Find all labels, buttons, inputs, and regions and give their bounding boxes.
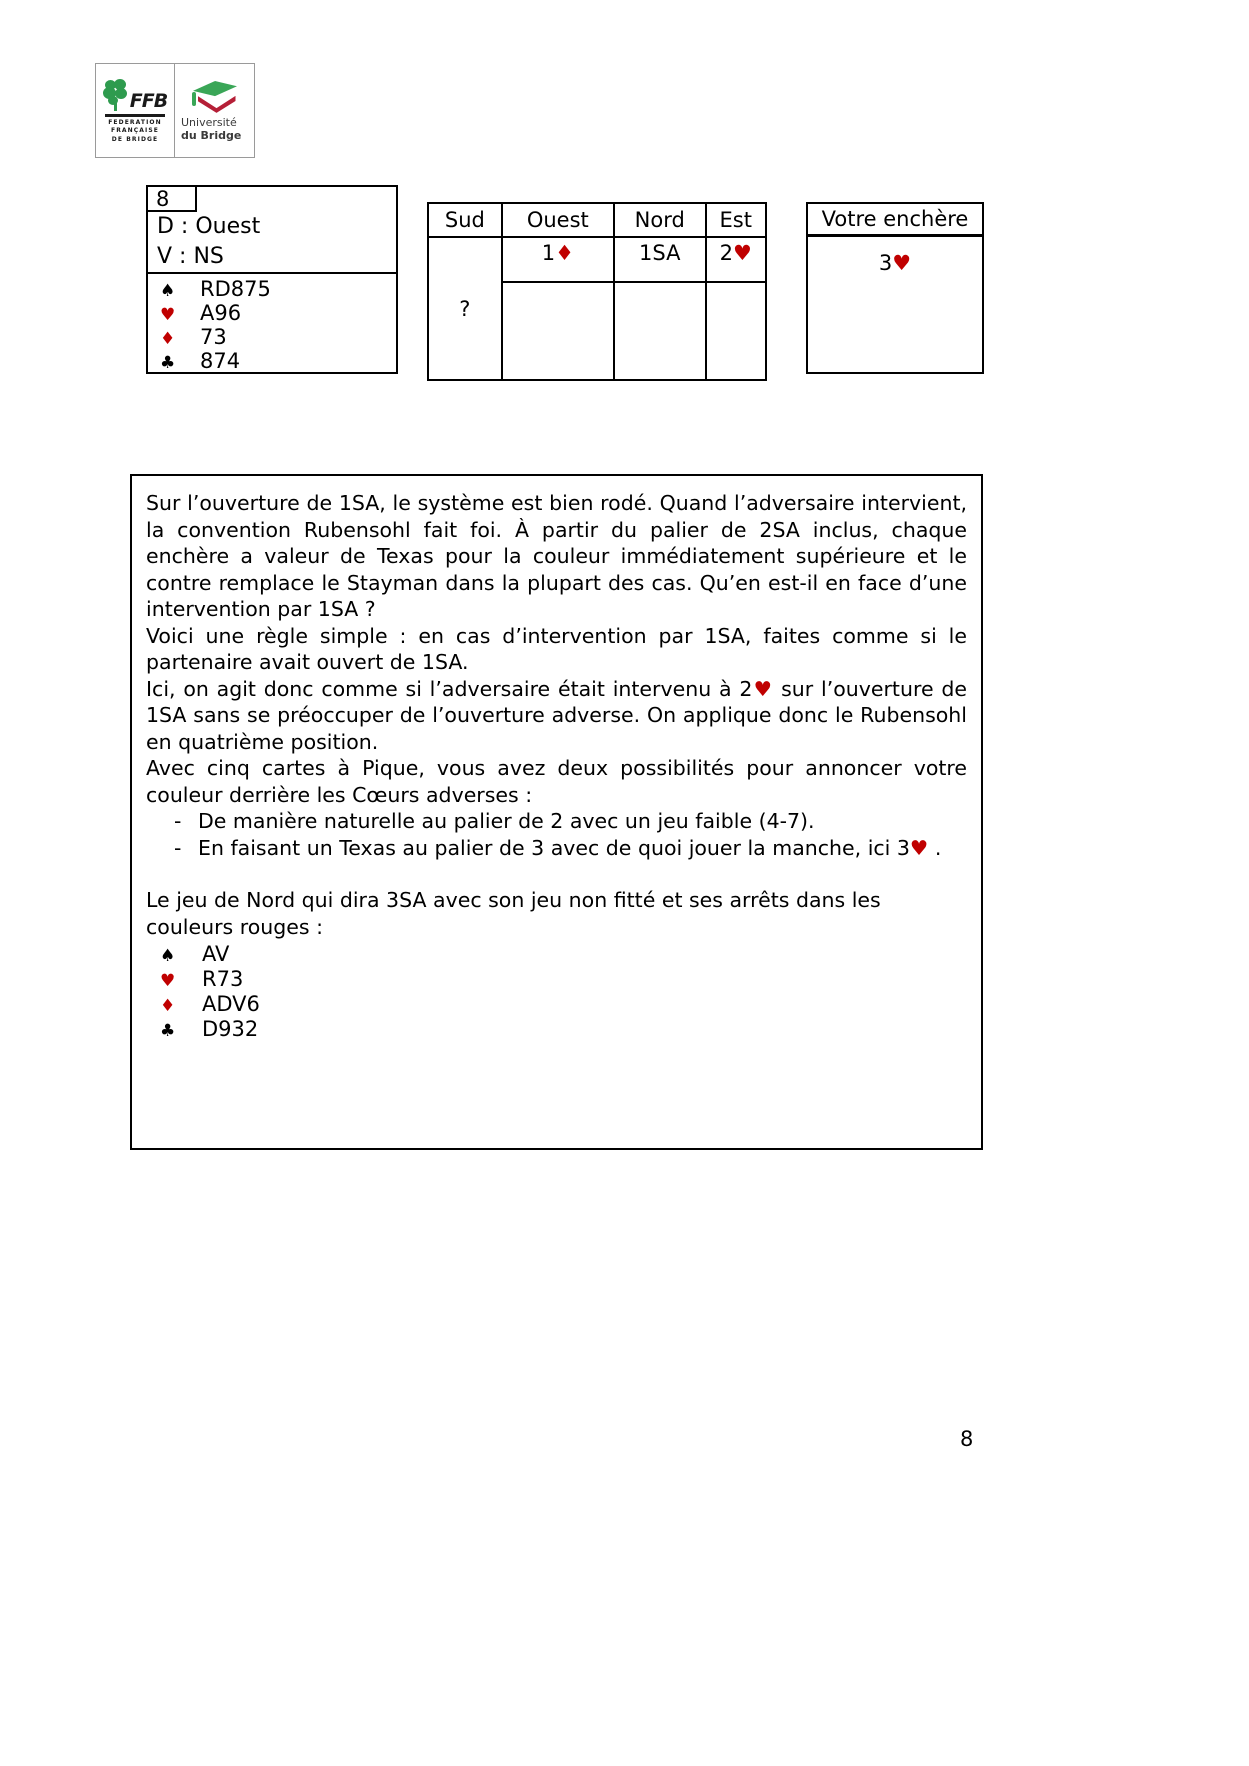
ffb-logo xyxy=(96,64,175,157)
bullet-dash: - xyxy=(174,835,182,860)
ffb-acronym: FFB xyxy=(129,90,168,113)
north-suit-row-heart xyxy=(146,967,967,992)
explanation-paragraph-2: Voici une règle simple : en cas d’intervention par 1SA, faites comme si le partenaire avait ouvert de 1SA. xyxy=(146,623,967,674)
explanation-paragraph-4: Avec cinq cartes à Pique, vous avez deux possibilités pour annoncer votre couleur derrière les Cœurs adverses : xyxy=(146,756,967,807)
hand-diamond-cards: 73 xyxy=(200,325,227,349)
page-number: 8 xyxy=(960,1427,974,1451)
auction-sud-question: ? xyxy=(428,237,502,380)
hand-number-badge: 8 xyxy=(146,185,197,212)
list-item xyxy=(146,808,967,835)
ffb-subtitle-line2: FRANÇAISE xyxy=(111,127,159,135)
auction-header-row xyxy=(428,203,766,237)
hand-suit-row-spade xyxy=(160,277,396,301)
diamond-icon: ♦ xyxy=(160,996,176,1016)
hand-spade-cards: RD875 xyxy=(200,277,271,301)
hand-club-cards: 874 xyxy=(200,349,241,373)
heart-icon: ♥ xyxy=(733,241,752,265)
universite-line1: Université xyxy=(181,115,237,129)
auction-bid-est-level: 2 xyxy=(719,241,734,265)
north-heart-cards: R73 xyxy=(202,967,244,991)
list-item xyxy=(146,835,967,862)
auction-header-nord: Nord xyxy=(614,203,706,237)
explanation-paragraph-5: Le jeu de Nord qui dira 3SA avec son jeu non fitté et ses arrêts dans les couleurs rouges : xyxy=(146,888,881,939)
explanation-paragraph-3 xyxy=(146,676,967,756)
bullet-dash: - xyxy=(174,809,182,833)
diamond-icon: ♦ xyxy=(160,329,176,349)
auction-header-sud: Sud xyxy=(428,203,502,237)
club-icon: ♣ xyxy=(160,353,176,373)
auction-bid-nord: 1SA xyxy=(614,237,706,282)
auction-empty-ouest xyxy=(502,282,614,380)
your-bid-level: 3 xyxy=(878,251,893,275)
universite-line2: du Bridge xyxy=(181,128,242,142)
auction-empty-nord xyxy=(614,282,706,380)
bullet-text-2-part1: En faisant un Texas au palier de 3 avec de quoi jouer la manche, ici 3 xyxy=(198,835,910,860)
ffb-subtitle xyxy=(108,119,162,143)
north-spade-cards: AV xyxy=(202,942,230,966)
tree-icon xyxy=(103,79,129,111)
heart-icon: ♥ xyxy=(909,835,929,860)
heart-icon: ♥ xyxy=(160,305,176,325)
your-bid-title: Votre enchère xyxy=(808,204,982,237)
explanation-paragraph-1: Sur l’ouverture de 1SA, le système est bien rodé. Quand l’adversaire intervient, la convention Rubensohl fait foi. À partir du palier de 2SA inclus, chaque enchère a valeur de Texas pour la couleur immédiatement supérieure et le contre remplace le Stayman dans la plupart des cas. Qu’en est-il en face d’une intervention par 1SA ? xyxy=(146,491,967,621)
spade-icon: ♠ xyxy=(160,946,176,966)
north-suit-row-diamond xyxy=(146,992,967,1017)
north-suit-row-spade xyxy=(146,942,967,967)
auction-header-est: Est xyxy=(706,203,767,237)
auction-header-ouest: Ouest xyxy=(502,203,614,237)
your-bid-box xyxy=(806,202,984,374)
auction-table xyxy=(427,202,767,381)
explanation-text-box xyxy=(130,474,983,1150)
hand-diagram-box xyxy=(146,185,398,374)
hand-suit-row-heart xyxy=(160,301,396,325)
hand-divider xyxy=(148,272,396,274)
diamond-icon: ♦ xyxy=(555,241,574,265)
ffb-divider xyxy=(105,114,165,117)
auction-bid-ouest xyxy=(502,237,614,282)
ffb-logo-top xyxy=(103,77,167,111)
dealer-label: D : Ouest xyxy=(157,214,261,239)
universite-du-bridge-logo xyxy=(175,64,254,157)
auction-empty-est xyxy=(706,282,767,380)
hand-conditions xyxy=(148,212,396,272)
hand-suit-row-club xyxy=(160,349,396,373)
bullet-text-2-part2: . xyxy=(928,835,942,860)
universite-label xyxy=(178,117,251,142)
hand-heart-cards: A96 xyxy=(200,301,242,325)
spade-icon: ♠ xyxy=(160,281,176,301)
bullet-text-1: De manière naturelle au palier de 2 avec un jeu faible (4-7). xyxy=(198,809,815,833)
ffb-subtitle-line1: FEDERATION xyxy=(108,119,162,127)
explanation-bullet-list xyxy=(146,808,967,861)
north-hand-suit-list xyxy=(146,942,967,1042)
auction-bid-row xyxy=(428,237,766,282)
vulnerability-label: V : NS xyxy=(157,244,224,269)
club-icon: ♣ xyxy=(160,1021,176,1041)
brand-logo-block xyxy=(95,63,255,158)
your-bid-value xyxy=(808,237,982,275)
heart-icon: ♥ xyxy=(160,971,176,991)
auction-bid-ouest-level: 1 xyxy=(541,241,556,265)
heart-icon: ♥ xyxy=(752,676,774,701)
auction-bid-est xyxy=(706,237,767,282)
north-diamond-cards: ADV6 xyxy=(202,992,260,1016)
north-suit-row-club xyxy=(146,1017,967,1042)
north-club-cards: D932 xyxy=(202,1017,259,1041)
graduation-cap-icon xyxy=(187,79,243,117)
hand-suit-list xyxy=(148,277,396,373)
explanation-paragraph-3-part1: Ici, on agit donc comme si l’adversaire était intervenu à 2 xyxy=(146,676,753,701)
text-spacer xyxy=(146,861,967,887)
hand-suit-row-diamond xyxy=(160,325,396,349)
explanation-paragraph-3-part2: sur l’ouverture de 1SA sans se préoccuper de l’ouverture adverse. On applique donc le Rubensohl en quatrième position. xyxy=(146,676,967,754)
ffb-subtitle-line3: DE BRIDGE xyxy=(111,135,159,143)
heart-icon: ♥ xyxy=(892,251,912,275)
